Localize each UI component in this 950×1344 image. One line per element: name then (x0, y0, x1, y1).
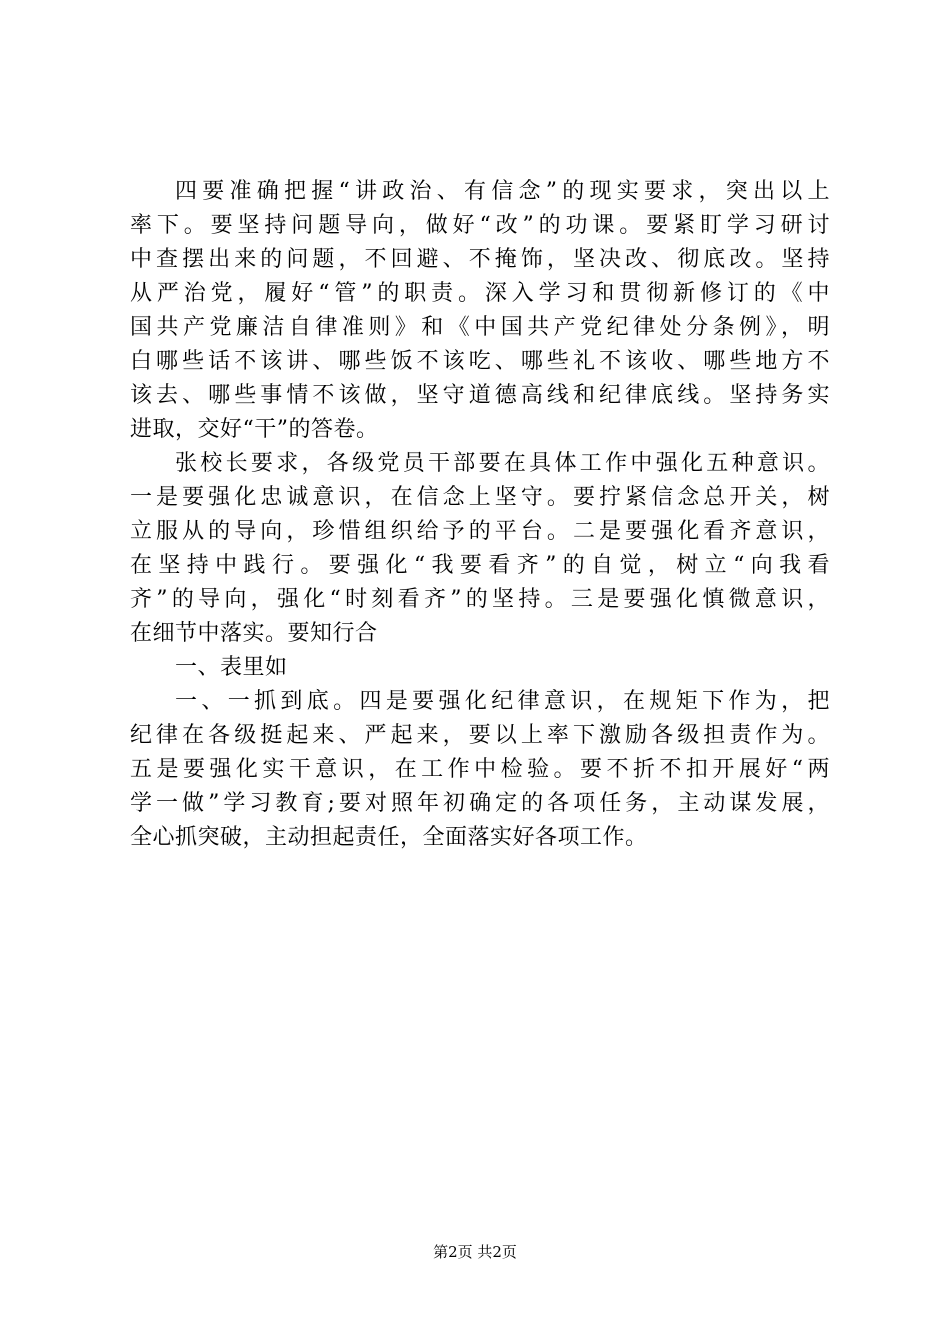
text-line: 五是要强化实干意识，在工作中检验。要不折不扣开展好“两 (130, 757, 830, 782)
page-number-label: 第2页 共2页 (433, 1243, 517, 1261)
text-line: 立服从的导向，珍惜组织给予的平台。二是要强化看齐意识， (130, 519, 830, 544)
text-line: 四要准确把握“讲政治、有信念”的现实要求，突出以上 (175, 179, 830, 204)
text-line: 纪律在各级挺起来、严起来，要以上率下激励各级担责作为。 (130, 723, 830, 748)
text-line: 该去、哪些事情不该做，坚守道德高线和纪律底线。坚持务实 (130, 383, 830, 408)
text-line: 在细节中落实。要知行合 (130, 621, 378, 646)
text-line: 在坚持中践行。要强化“我要看齐”的自觉，树立“向我看 (130, 553, 830, 578)
text-line: 学一做”学习教育;要对照年初确定的各项任务，主动谋发展， (130, 791, 830, 816)
text-line: 一、一抓到底。四是要强化纪律意识，在规矩下作为，把 (175, 689, 830, 714)
text-line: 白哪些话不该讲、哪些饭不该吃、哪些礼不该收、哪些地方不 (130, 349, 830, 374)
text-line: 中查摆出来的问题，不回避、不掩饰，坚决改、彻底改。坚持 (130, 247, 830, 272)
text-line: 齐”的导向，强化“时刻看齐”的坚持。三是要强化慎微意识， (130, 587, 830, 612)
document-body (130, 175, 830, 855)
text-line: 一、表里如 (175, 655, 288, 680)
page-footer (0, 1242, 950, 1262)
text-line: 进取，交好“干”的答卷。 (130, 417, 379, 442)
text-line: 一是要强化忠诚意识，在信念上坚守。要拧紧信念总开关，树 (130, 485, 830, 510)
text-line: 从严治党，履好“管”的职责。深入学习和贯彻新修订的《中 (130, 281, 830, 306)
text-line: 张校长要求，各级党员干部要在具体工作中强化五种意识。 (175, 451, 830, 476)
text-line: 国共产党廉洁自律准则》和《中国共产党纪律处分条例》，明 (130, 315, 830, 340)
text-line: 全心抓突破，主动担起责任，全面落实好各项工作。 (130, 825, 648, 850)
text-line: 率下。要坚持问题导向，做好“改”的功课。要紧盯学习研讨 (130, 213, 830, 238)
